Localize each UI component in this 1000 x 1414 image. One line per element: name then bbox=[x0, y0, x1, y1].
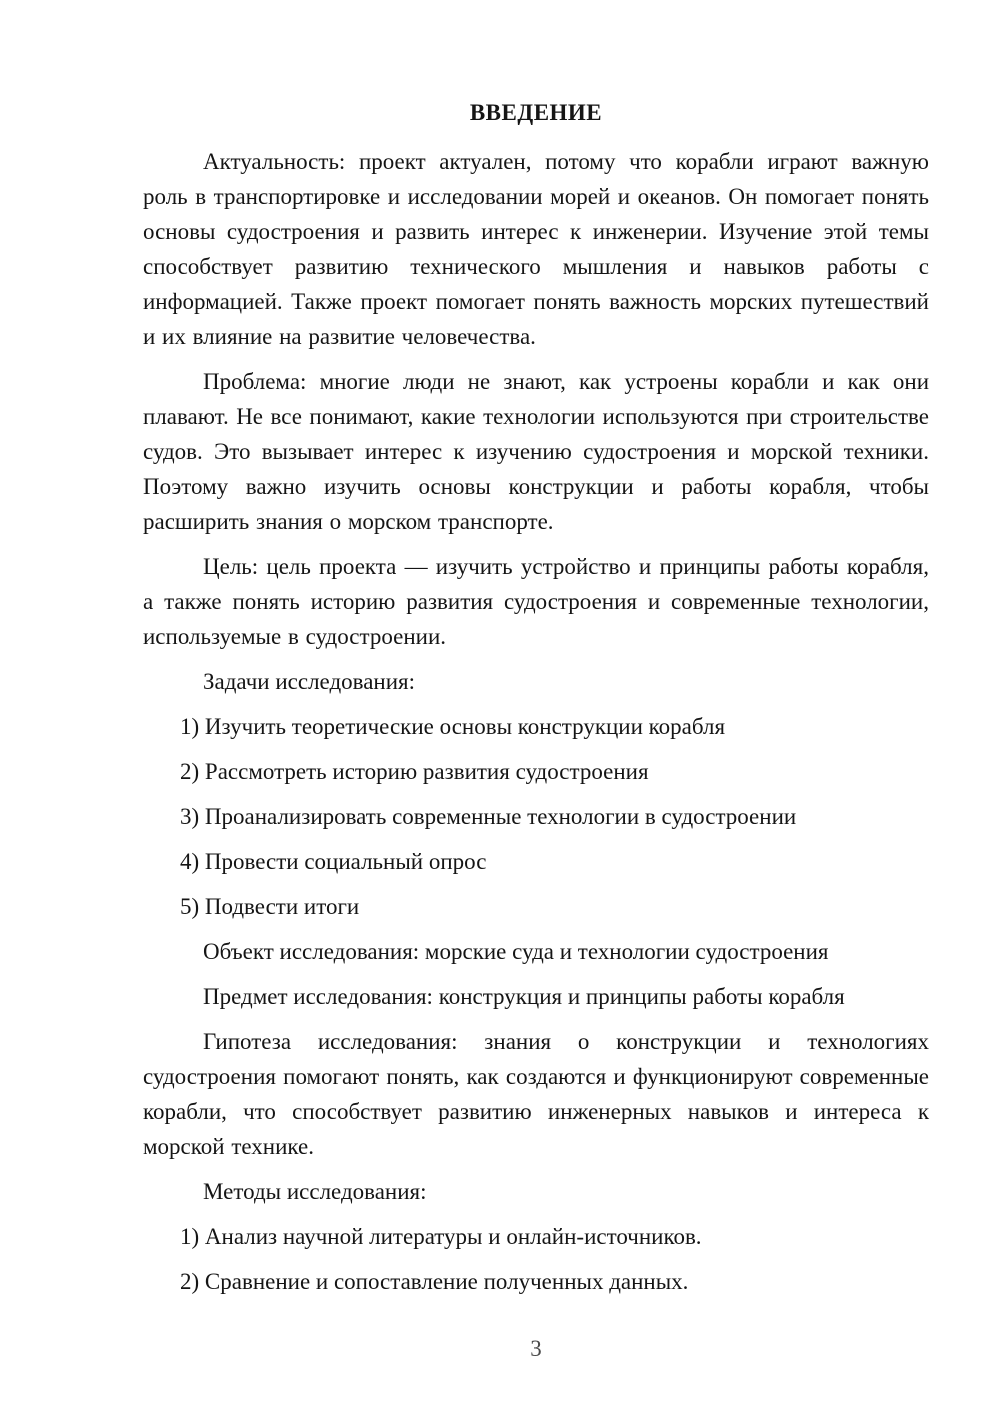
paragraph-object: Объект исследования: морские суда и технологии судостроения bbox=[203, 939, 829, 964]
page-number: 3 bbox=[530, 1336, 542, 1361]
task-item-3: 3) Проанализировать современные технологии в судостроении bbox=[180, 804, 797, 829]
paragraph-hypothesis: Гипотеза исследования: знания о конструкции и технологиях судостроения помогают понять, как создаются и функционируют современные корабли, что способствует развитию инженерных навыков и интереса к морской технике. bbox=[143, 1029, 929, 1159]
paragraph-subject: Предмет исследования: конструкция и принципы работы корабля bbox=[203, 984, 845, 1009]
method-item-2: 2) Сравнение и сопоставление полученных данных. bbox=[180, 1269, 689, 1294]
page-title: ВВЕДЕНИЕ bbox=[469, 100, 603, 125]
paragraph-goal: Цель: цель проекта — изучить устройство и принципы работы корабля, а также понять историю развития судостроения и современные технологии, используемые в судостроении. bbox=[143, 554, 929, 649]
methods-heading: Методы исследования: bbox=[203, 1179, 427, 1204]
task-item-1: 1) Изучить теоретические основы конструкции корабля bbox=[180, 714, 726, 739]
tasks-heading: Задачи исследования: bbox=[203, 669, 416, 694]
methods-list bbox=[143, 1219, 929, 1299]
paragraph-problem: Проблема: многие люди не знают, как устроены корабли и как они плавают. Не все понимают, какие технологии используются при строительстве судов. Это вызывает интерес к изучению судостроения и морской техники. Поэтому важно изучить основы конструкции и работы корабля, чтобы расширить знания о морском транспорте. bbox=[143, 369, 929, 534]
paragraph-relevance: Актуальность: проект актуален, потому что корабли играют важную роль в транспортировке и исследовании морей и океанов. Он помогает понять основы судостроения и развить интерес к инженерии. Изучение этой темы способствует развитию технического мышления и навыков работы с информацией. Также проект помогает понять важность морских путешествий и их влияние на развитие человечества. bbox=[143, 149, 929, 349]
task-item-5: 5) Подвести итоги bbox=[180, 894, 360, 919]
task-item-2: 2) Рассмотреть историю развития судостроения bbox=[180, 759, 649, 784]
task-item-4: 4) Провести социальный опрос bbox=[180, 849, 487, 874]
method-item-1: 1) Анализ научной литературы и онлайн-источников. bbox=[180, 1224, 702, 1249]
tasks-list bbox=[143, 709, 929, 924]
